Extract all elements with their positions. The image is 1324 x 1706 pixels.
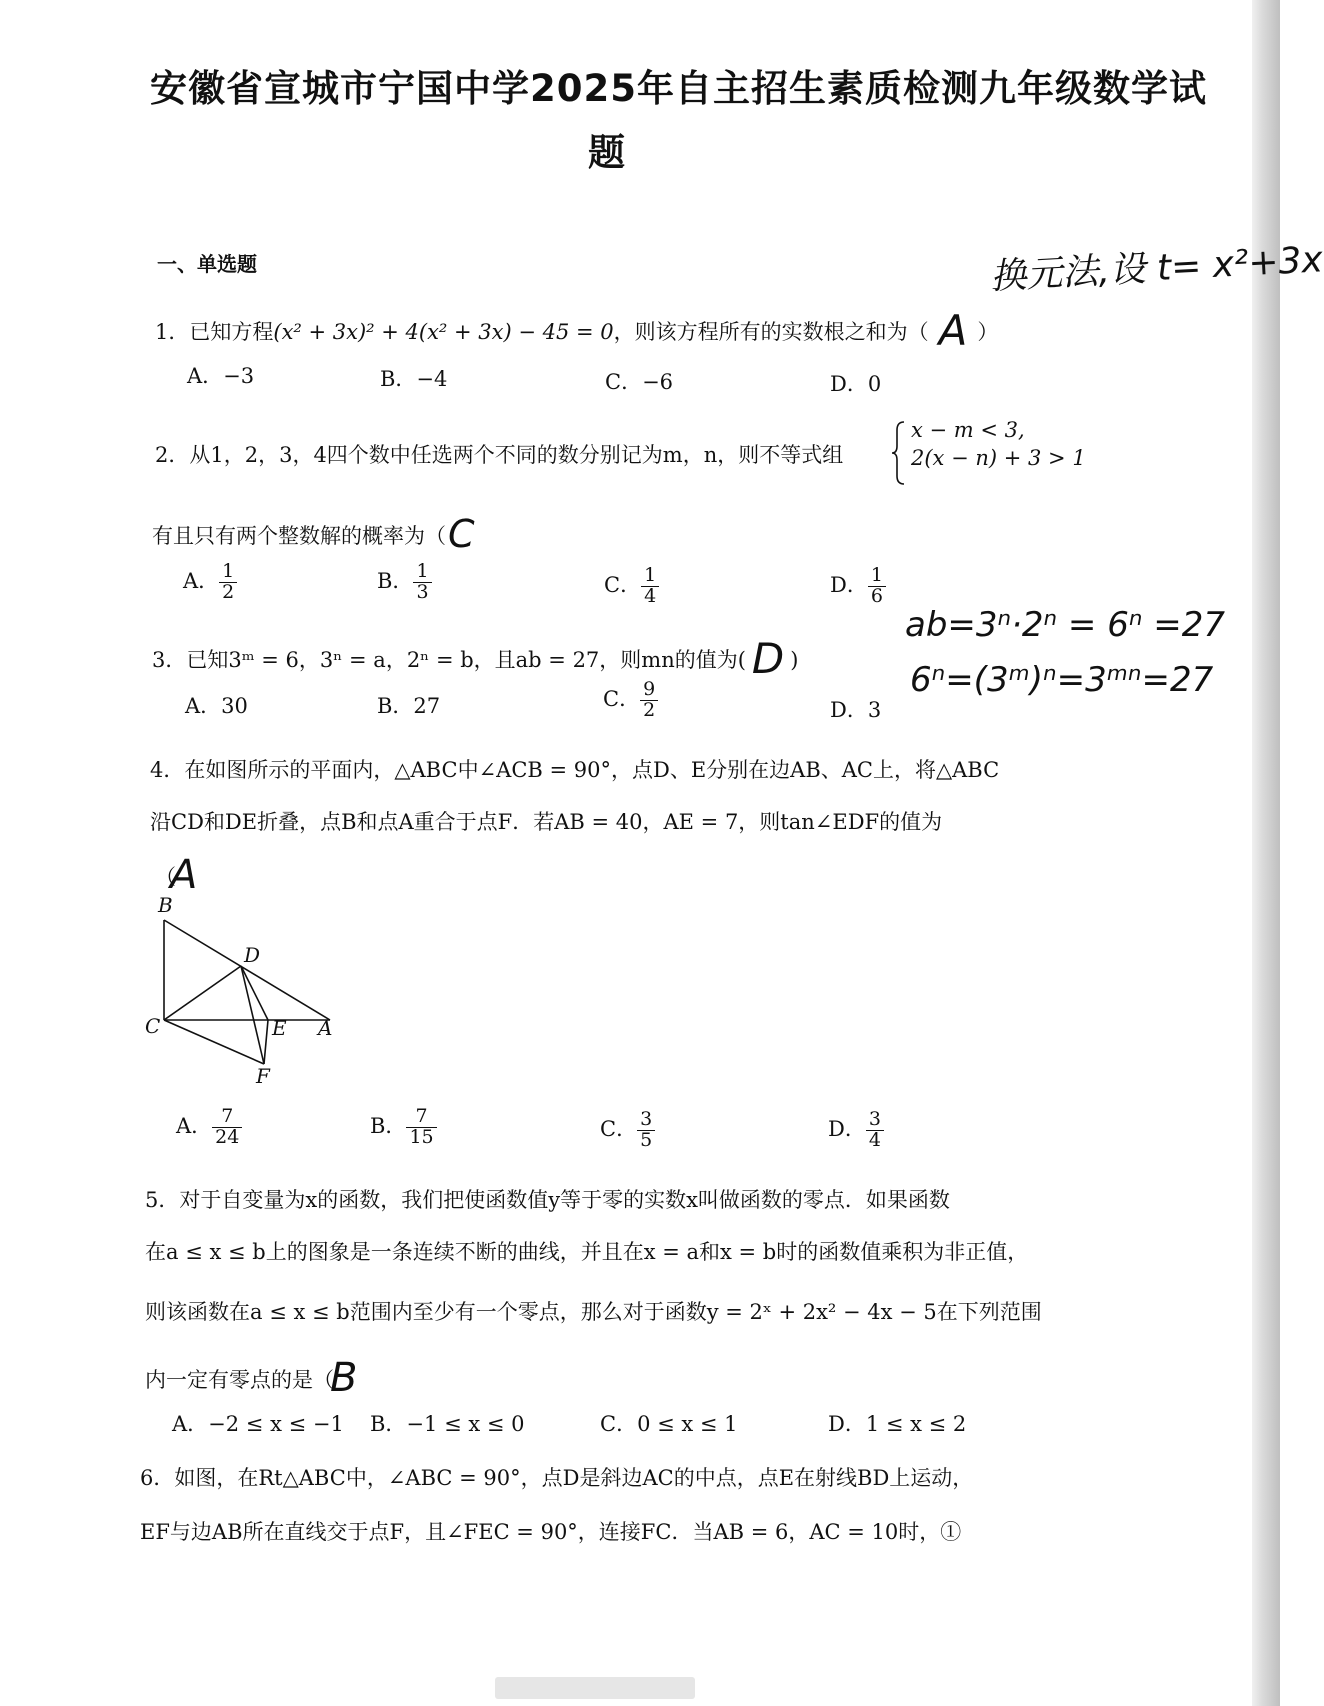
q4-option-b xyxy=(370,1107,437,1148)
q4-d-label: D． xyxy=(828,1116,866,1141)
scan-watermark-bar xyxy=(495,1677,695,1699)
q4-b-fraction xyxy=(406,1107,436,1148)
figure-label-b: B xyxy=(158,893,173,917)
q4-c-den: 5 xyxy=(640,1128,653,1151)
figure-label-a: A xyxy=(318,1016,333,1040)
q3-option-c xyxy=(603,680,658,721)
q2-d-fraction xyxy=(868,566,886,607)
q1-option-d: D．0 xyxy=(830,372,882,396)
q2-option-d xyxy=(830,566,886,607)
q1-suffix: ，则该方程所有的实数根之和为（ xyxy=(613,320,929,344)
figure-label-f: F xyxy=(256,1064,270,1088)
q2-option-a xyxy=(183,562,237,603)
q2-b-num: 1 xyxy=(413,562,431,583)
question-5-line1: 5．对于自变量为x的函数，我们把使函数值y等于零的实数x叫做函数的零点．如果函数 xyxy=(145,1188,950,1212)
figure-label-c: C xyxy=(145,1014,161,1038)
q4-a-num: 7 xyxy=(212,1107,242,1128)
q4-a-den: 24 xyxy=(215,1125,240,1148)
q3-option-a: A．30 xyxy=(185,694,248,718)
q3-c-num: 9 xyxy=(640,680,658,701)
q3-c-den: 2 xyxy=(643,698,656,721)
q2-inequality-1: x − m < 3, xyxy=(911,418,1025,442)
q2-option-c xyxy=(604,566,659,607)
q1-option-c: C．−6 xyxy=(605,370,674,394)
q4-open-paren: （ xyxy=(155,865,176,889)
q4-b-num: 7 xyxy=(406,1107,436,1128)
q5-option-c: C．0 ≤ x ≤ 1 xyxy=(600,1412,738,1436)
q3-stem-text: 3．已知3ᵐ = 6，3ⁿ = a，2ⁿ = b，且ab = 27，则mn的值为( xyxy=(152,648,746,672)
figure-line-cf xyxy=(164,1020,264,1064)
figure-line-df xyxy=(241,966,264,1064)
q2-d-den: 6 xyxy=(870,584,883,607)
q4-handwritten-answer: A xyxy=(170,852,198,898)
q4-c-label: C． xyxy=(600,1116,638,1141)
q2-c-fraction xyxy=(641,566,659,607)
q5-option-a: A．−2 ≤ x ≤ −1 xyxy=(172,1412,344,1436)
q2-brace-icon xyxy=(891,420,907,486)
question-1-stem xyxy=(155,306,998,355)
question-5-line2: 在a ≤ x ≤ b上的图象是一条连续不断的曲线，并且在x = a和x = b时的函数值乘积为非正值， xyxy=(145,1240,1029,1264)
q4-a-fraction xyxy=(212,1107,242,1148)
q4-d-num: 3 xyxy=(866,1110,884,1131)
question-2-stem: 2．从1，2，3，4四个数中任选两个不同的数分别记为m，n，则不等式组 xyxy=(155,443,844,467)
q3-handwritten-work-2: 6ⁿ=(3ᵐ)ⁿ=3ᵐⁿ=27 xyxy=(910,660,1214,700)
q2-d-num: 1 xyxy=(868,566,886,587)
q5-handwritten-answer: B xyxy=(330,1355,358,1401)
q4-option-a xyxy=(176,1107,242,1148)
q1-prefix: 1．已知方程 xyxy=(155,320,274,344)
q4-b-den: 15 xyxy=(409,1125,434,1148)
q2-c-label: C． xyxy=(604,572,642,597)
q3-option-b: B．27 xyxy=(377,694,441,718)
q3-handwritten-work-1: ab=3ⁿ·2ⁿ = 6ⁿ =27 xyxy=(905,605,1225,645)
q2-stem-tail: 有且只有两个整数解的概率为（ xyxy=(152,524,446,548)
q5-stem-tail: 内一定有零点的是（ xyxy=(145,1368,334,1392)
q5-option-b: B．−1 ≤ x ≤ 0 xyxy=(370,1412,525,1436)
q1-option-b: B．−4 xyxy=(380,367,448,391)
q4-d-fraction xyxy=(866,1110,884,1151)
q3-c-fraction xyxy=(640,680,658,721)
q2-option-b xyxy=(377,562,432,603)
q4-b-label: B． xyxy=(370,1113,407,1138)
handwritten-note-q1: 换元法,设 t= x²+3x xyxy=(989,239,1324,298)
q4-option-c xyxy=(600,1110,655,1151)
question-6-line1: 6．如图，在Rt△ABC中，∠ABC = 90°，点D是斜边AC的中点，点E在射线BD上运动， xyxy=(140,1466,974,1490)
q2-a-label: A． xyxy=(183,568,220,593)
q3-c-label: C． xyxy=(603,686,641,711)
q1-equation: (x² + 3x)² + 4(x² + 3x) − 45 = 0 xyxy=(273,320,614,344)
q1-handwritten-answer: A xyxy=(938,306,968,355)
q2-d-label: D． xyxy=(830,572,868,597)
q2-b-den: 3 xyxy=(416,580,429,603)
q2-handwritten-answer: C xyxy=(448,512,475,556)
question-5-line4 xyxy=(145,1355,357,1401)
q2-c-num: 1 xyxy=(641,566,659,587)
q3-close-paren: ) xyxy=(790,648,799,672)
q4-d-den: 4 xyxy=(868,1128,881,1151)
q4-option-d xyxy=(828,1110,884,1151)
q4-triangle-figure xyxy=(140,890,350,1090)
figure-line-ba xyxy=(164,920,330,1020)
question-3-stem xyxy=(152,634,798,683)
q1-option-a: A．−3 xyxy=(187,364,255,388)
question-4-line2: 沿CD和DE折叠，点B和点A重合于点F．若AB = 40，AE = 7，则tan∠EDF的值为 xyxy=(150,810,943,834)
figure-line-ef xyxy=(264,1020,268,1064)
question-2-stem-continued xyxy=(152,512,475,556)
q2-a-den: 2 xyxy=(222,580,235,603)
q4-a-label: A． xyxy=(176,1113,213,1138)
q2-inequality-system xyxy=(895,418,1086,470)
section-heading: 一、单选题 xyxy=(157,252,257,276)
question-5-line3: 则该函数在a ≤ x ≤ b范围内至少有一个零点，那么对于函数y = 2ˣ + 2x² − 4x − 5在下列范围 xyxy=(145,1300,1042,1324)
page-title-line2: 题 xyxy=(588,131,626,174)
question-4-line1: 4．在如图所示的平面内，△ABC中∠ACB = 90°，点D、E分别在边AB、AC上，将△ABC xyxy=(150,758,1000,782)
q4-c-num: 3 xyxy=(637,1110,655,1131)
q3-handwritten-answer: D xyxy=(751,634,785,683)
q2-inequality-2: 2(x − n) + 3 > 1 xyxy=(911,446,1086,470)
q3-option-d: D．3 xyxy=(830,698,882,722)
q2-a-num: 1 xyxy=(219,562,237,583)
figure-line-cd xyxy=(164,966,241,1020)
q2-c-den: 4 xyxy=(644,584,657,607)
question-6-line2: EF与边AB所在直线交于点F，且∠FEC = 90°，连接FC．当AB = 6，AC = 10时，① xyxy=(140,1520,962,1544)
figure-label-d: D xyxy=(244,943,261,967)
figure-label-e: E xyxy=(272,1016,287,1040)
q2-b-fraction xyxy=(413,562,431,603)
page-title-line1: 安徽省宣城市宁国中学2025年自主招生素质检测九年级数学试 xyxy=(150,67,1207,110)
q5-option-d: D．1 ≤ x ≤ 2 xyxy=(828,1412,967,1436)
q4-c-fraction xyxy=(637,1110,655,1151)
q1-close-paren: ） xyxy=(977,320,999,344)
q2-a-fraction xyxy=(219,562,237,603)
q2-b-label: B． xyxy=(377,568,414,593)
